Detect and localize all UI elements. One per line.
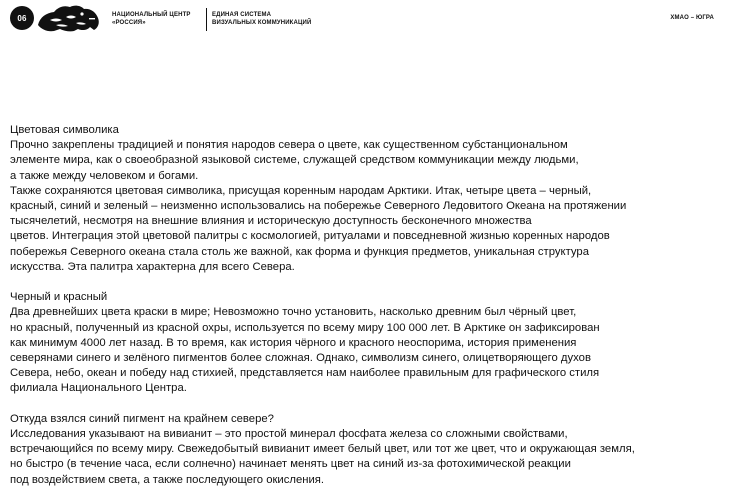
paragraph-line: элементе мира, как о своеобразной языковой системе, служащей средством коммуникации между людьми, xyxy=(10,154,579,167)
bear-emblem-icon xyxy=(36,3,102,33)
section-heading: Откуда взялся синий пигмент на крайнем севере? xyxy=(10,412,274,425)
header xyxy=(0,0,733,40)
section-heading: Черный и красный xyxy=(10,291,108,304)
paragraph-line: Прочно закреплены традицией и понятия народов севера о цвете, как существенном субстанциональном xyxy=(10,139,568,152)
paragraph-line: под воздействием света, а также последующего окисления. xyxy=(10,473,325,486)
paragraph-line: побережья Северного океана стала столь же важной, как форма и функция предметов, уникальная структура xyxy=(10,245,589,258)
paragraph-line: Также сохраняются цветовая символика, присущая коренным народам Арктики. Итак, четыре цвета – черный, xyxy=(10,184,592,197)
paragraph-line: но красный, полученный из красной охры, используется по всему миру 100 000 лет. В Арктике он зафиксирован xyxy=(10,321,600,334)
region-label: ХМАО – ЮГРА xyxy=(670,15,714,21)
paragraph-line: но быстро (в течение часа, если солнечно) начинает менять цвет на синий из-за фотохимической реакции xyxy=(10,458,571,471)
section-color-symbolism xyxy=(10,123,720,275)
page-number-badge: 06 xyxy=(10,6,34,30)
system-name: ЕДИНАЯ СИСТЕМА ВИЗУАЛЬНЫХ КОММУНИКАЦИЙ xyxy=(212,12,312,26)
paragraph-line: Два древнейших цвета краски в мире; Невозможно точно установить, насколько древним был чёрный цвет, xyxy=(10,306,577,319)
paragraph-line: цветов. Интеграция этой цветовой палитры с космологией, ритуалами и повседневной жизнью коренных народов xyxy=(10,230,610,243)
paragraph-line: как минимум 4000 лет назад. В то время, как история чёрного и красного неоспорима, история применения xyxy=(10,336,577,349)
paragraph-line: филиала Национального Центра. xyxy=(10,382,187,395)
paragraph-line: искусства. Эта палитра характерна для всего Севера. xyxy=(10,260,295,273)
paragraph-line: а также между человеком и богами. xyxy=(10,169,199,182)
section-heading: Цветовая символика xyxy=(10,124,119,136)
paragraph-line: красный, синий и зеленый – неизменно использовались на побережье Северного Ледовитого Океана на протяжении xyxy=(10,200,627,213)
paragraph-line: северянами синего и зелёного пигментов более сложная. Однако, символизм синего, олицетворяющего духов xyxy=(10,352,591,365)
paragraph-line: Исследования указывают на вивианит – это простой минерал фосфата железа со сложными свойствами, xyxy=(10,428,568,441)
paragraph-line: тысячелетий, несмотря на внешние влияния и историческую доступность бесконечного множества xyxy=(10,215,532,228)
section-blue-pigment xyxy=(10,412,720,488)
article-body xyxy=(10,123,720,488)
header-divider xyxy=(206,8,207,31)
section-black-red xyxy=(10,290,720,396)
paragraph-line: Севера, небо, океан и победу над стихией, представляется нам наиболее правильным для графического стиля xyxy=(10,367,600,380)
org-name: НАЦИОНАЛЬНЫЙ ЦЕНТР «РОССИЯ» xyxy=(112,12,191,26)
paragraph-line: встречающийся по всему миру. Свежедобытый вивианит имеет белый цвет, или тот же цвет, что и окружающая земля, xyxy=(10,443,635,456)
